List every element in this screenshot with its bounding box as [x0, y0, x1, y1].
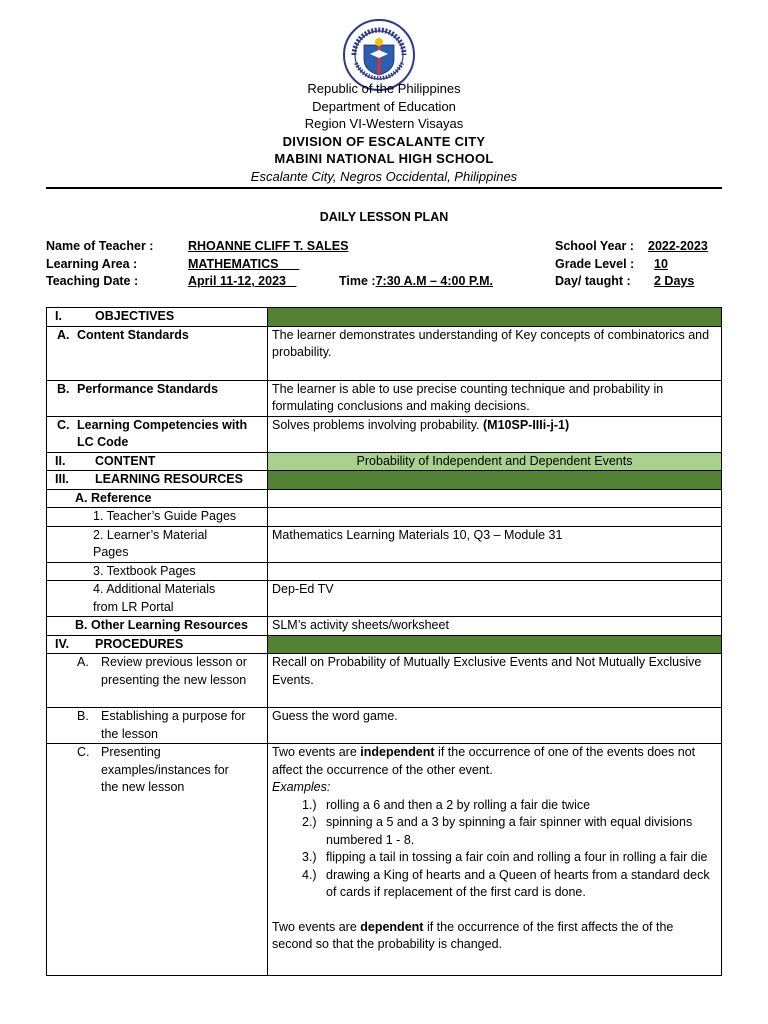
- section-content: II. CONTENT: [47, 452, 268, 471]
- example-text: spinning a 5 and a 3 by spinning a fair spinner with equal divisions numbered 1 - 8.: [326, 815, 693, 847]
- other-resources-label: B. Other Learning Resources: [47, 617, 268, 636]
- teachers-guide-label: 1. Teacher’s Guide Pages: [47, 508, 268, 527]
- grade-level-label: Grade Level :: [555, 257, 635, 271]
- header-line-republic: Republic of the Philippines: [307, 81, 461, 96]
- lesson-plan-table: [46, 307, 722, 976]
- list-item: [302, 849, 717, 867]
- example-text: drawing a King of hearts and a Queen of hearts from a standard deck of cards if replacement of the first card is done.: [326, 867, 710, 899]
- header-line-address: Escalante City, Negros Occidental, Philippines: [250, 168, 518, 184]
- header-line-department: Department of Education: [312, 98, 456, 114]
- learning-competencies-label: C. Learning Competencies with LC Code: [47, 416, 268, 452]
- list-item: [302, 867, 717, 902]
- table-row: [47, 508, 722, 527]
- procedure-review-label: A. Review previous lesson or presenting the new lesson: [47, 654, 268, 708]
- table-row: [47, 308, 722, 327]
- table-row: [47, 526, 722, 562]
- table-row: [47, 326, 722, 380]
- section-fill: [268, 308, 722, 327]
- learners-material-label: 2. Learner’s Material Pages: [47, 526, 268, 562]
- days-taught-label: Day/ taught :: [555, 274, 631, 288]
- table-row: [47, 489, 722, 508]
- section-objectives: I. OBJECTIVES: [47, 308, 268, 327]
- examples-list: [272, 797, 717, 902]
- header-line-region: Region VI-Western Visayas: [304, 116, 464, 131]
- learners-material-value: Mathematics Learning Materials 10, Q3 – Module 31: [268, 526, 722, 562]
- learning-area-label: Learning Area :: [46, 257, 138, 271]
- reference-label: A. Reference: [47, 489, 268, 508]
- school-year-value: 2022-2023: [648, 239, 708, 253]
- additional-materials-label: 4. Additional Materials from LR Portal: [47, 581, 268, 617]
- content-topic: Probability of Independent and Dependent Events: [268, 452, 722, 471]
- other-resources-value: SLM’s activity sheets/worksheet: [268, 617, 722, 636]
- procedure-examples-value: [268, 744, 722, 976]
- teacher-value: RHOANNE CLIFF T. SALES: [188, 239, 349, 253]
- procedure-purpose-label: B. Establishing a purpose for the lesson: [47, 708, 268, 744]
- procedure-purpose-value: Guess the word game.: [268, 708, 722, 744]
- table-row: [47, 708, 722, 744]
- grade-level-value: 10: [654, 257, 668, 271]
- learning-competencies-value: Solves problems involving probability. (M10SP-IIIi-j-1): [268, 416, 722, 452]
- teaching-date-value: April 11-12, 2023: [188, 274, 286, 288]
- section-learning-resources: III. LEARNING RESOURCES: [47, 471, 268, 490]
- section-fill: [268, 471, 722, 490]
- table-row: [47, 581, 722, 617]
- time-field: Time :7:30 A.M – 4:00 P.M.: [339, 274, 494, 288]
- header-divider: [46, 187, 722, 189]
- dependent-definition: Two events are dependent if the occurrence of the first affects the of the second so that the probability is changed.: [272, 919, 674, 951]
- document-title: DAILY LESSON PLAN: [319, 210, 449, 224]
- header-line-division: DIVISION OF ESCALANTE CITY: [282, 133, 486, 149]
- table-row: [47, 416, 722, 452]
- list-item: [302, 797, 717, 815]
- performance-standards-label: B. Performance Standards: [47, 380, 268, 416]
- teaching-date-label: Teaching Date :: [46, 274, 139, 288]
- table-row: [47, 471, 722, 490]
- textbook-pages-value: [268, 562, 722, 581]
- table-row: [47, 654, 722, 708]
- table-row: [47, 562, 722, 581]
- learning-area-value: MATHEMATICS: [188, 257, 279, 271]
- teachers-guide-value: [268, 508, 722, 527]
- section-procedures: IV. PROCEDURES: [47, 635, 268, 654]
- list-item: [302, 814, 717, 849]
- example-number: 2.): [302, 815, 317, 829]
- reference-value: [268, 489, 722, 508]
- school-year-label: School Year :: [555, 239, 634, 253]
- examples-label: Examples:: [272, 780, 331, 794]
- table-row: [47, 380, 722, 416]
- procedure-review-value: Recall on Probability of Mutually Exclusive Events and Not Mutually Exclusive Events.: [268, 654, 722, 708]
- section-fill: [268, 635, 722, 654]
- example-number: 1.): [302, 797, 317, 812]
- content-standards-value: The learner demonstrates understanding of Key concepts of combinatorics and probability.: [268, 326, 722, 380]
- example-number: 4.): [302, 867, 317, 882]
- table-row: [47, 744, 722, 976]
- additional-materials-value: Dep-Ed TV: [268, 581, 722, 617]
- header-line-school: MABINI NATIONAL HIGH SCHOOL: [274, 151, 494, 166]
- table-row: [47, 635, 722, 654]
- table-row: [47, 452, 722, 471]
- header-block: [0, 80, 768, 185]
- performance-standards-value: The learner is able to use precise counting technique and probability in formulating conclusions and making decisions.: [268, 380, 722, 416]
- procedure-examples-label: C. Presenting examples/instances for the new lesson: [47, 744, 268, 976]
- independent-definition: Two events are independent if the occurrence of one of the events does not affect the occurrence of the other event.: [272, 745, 696, 777]
- textbook-pages-label: 3. Textbook Pages: [47, 562, 268, 581]
- example-text: rolling a 6 and then a 2 by rolling a fair die twice: [326, 797, 591, 812]
- teacher-label: Name of Teacher :: [46, 239, 154, 253]
- days-taught-value: 2 Days: [654, 274, 695, 288]
- content-standards-label: A. Content Standards: [47, 326, 268, 380]
- table-row: [47, 617, 722, 636]
- example-number: 3.): [302, 850, 317, 864]
- example-text: flipping a tail in tossing a fair coin and rolling a four in rolling a fair die: [326, 850, 708, 864]
